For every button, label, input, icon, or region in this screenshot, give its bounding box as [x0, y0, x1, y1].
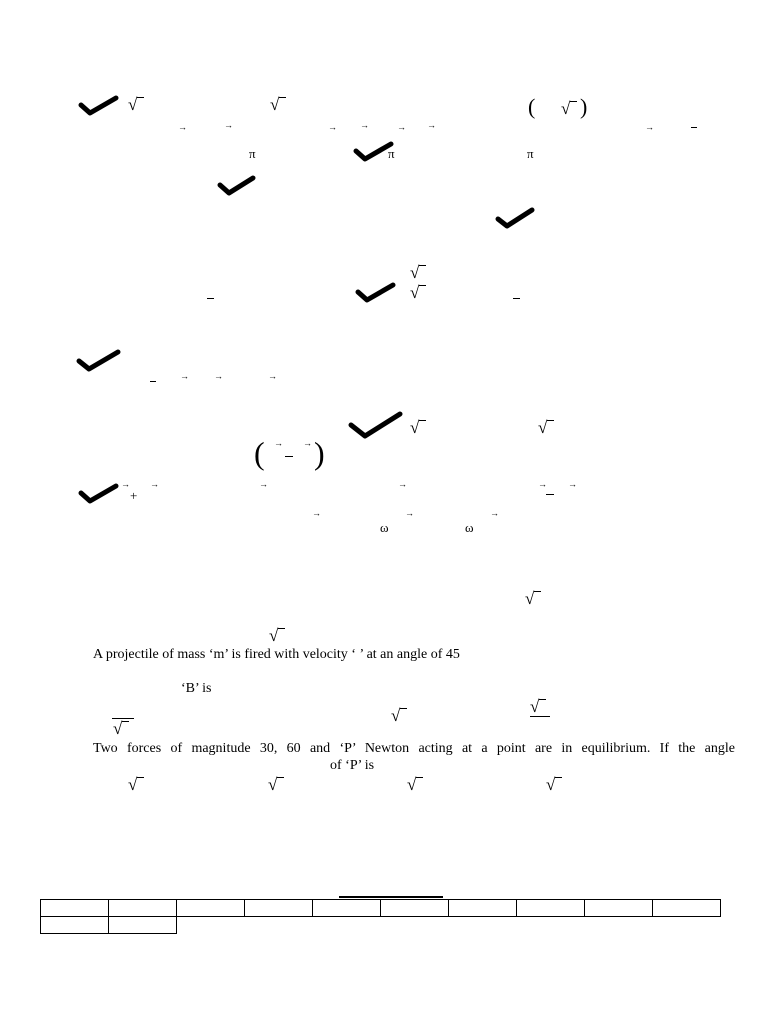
square-root-symbol: √ — [270, 95, 280, 114]
vector-arrow-icon: → — [303, 438, 312, 448]
vector-arrow-icon: → — [268, 371, 277, 381]
minus-line — [546, 494, 554, 495]
square-root-symbol: √ — [407, 775, 417, 794]
omega-symbol: ω — [380, 520, 389, 535]
grid-cell — [585, 900, 653, 917]
vector-arrow-icon: → — [568, 479, 577, 489]
square-root-symbol: √ — [525, 589, 535, 608]
minus-line — [150, 381, 156, 382]
grid-empty — [177, 917, 245, 934]
grid-cell — [313, 900, 381, 917]
square-root-symbol: √ — [113, 719, 123, 738]
square-root-symbol: √ — [391, 706, 401, 725]
minus-line — [691, 127, 697, 128]
plus-symbol: + — [130, 488, 138, 503]
check-mark-icon — [78, 484, 120, 506]
table-row — [41, 917, 721, 934]
square-root-symbol: √ — [410, 263, 420, 282]
grid-cell — [109, 900, 177, 917]
square-root-symbol: √ — [538, 418, 548, 437]
square-root-symbol: √ — [546, 775, 556, 794]
vector-arrow-icon: → — [405, 508, 414, 518]
paren-close: ) — [580, 94, 588, 119]
vector-arrow-icon: → — [178, 122, 187, 132]
vector-arrow-icon: → — [398, 479, 407, 489]
omega-symbol: ω — [465, 520, 474, 535]
question-projectile-line2: ‘B’ is — [181, 681, 212, 696]
question-forces-line1: Two forces of magnitude 30, 60 and ‘P’ Newton acting at a point are in equilibrium. If the angle — [93, 741, 735, 756]
grid-cell — [109, 917, 177, 934]
vector-arrow-icon: → — [259, 479, 268, 489]
grid-empty — [585, 917, 653, 934]
paren-open: ( — [528, 94, 536, 119]
fraction-bar — [530, 716, 550, 717]
pi-symbol: π — [249, 146, 256, 161]
grid-cell — [245, 900, 313, 917]
vector-arrow-icon: → — [274, 438, 283, 448]
grid-empty — [653, 917, 721, 934]
square-root-symbol: √ — [410, 418, 420, 437]
square-root-symbol: √ — [410, 283, 420, 302]
vector-arrow-icon: → — [121, 479, 130, 489]
grid-cell — [381, 900, 449, 917]
square-root-symbol: √ — [268, 775, 278, 794]
vector-arrow-icon: → — [328, 122, 337, 132]
grid-cell — [449, 900, 517, 917]
paren-close: ) — [314, 435, 325, 471]
grid-title-line — [339, 896, 443, 898]
grid-empty — [449, 917, 517, 934]
grid-empty — [517, 917, 585, 934]
square-root-symbol: √ — [128, 95, 138, 114]
minus-line — [207, 298, 214, 299]
grid-empty — [381, 917, 449, 934]
square-root-symbol: √ — [561, 99, 571, 118]
question-projectile-line1: A projectile of mass ‘m’ is fired with velocity ‘ ’ at an angle of 45 — [93, 647, 460, 662]
fraction-bar — [112, 718, 134, 719]
grid-empty — [245, 917, 313, 934]
vector-arrow-icon: → — [427, 120, 436, 130]
check-mark-icon — [355, 283, 397, 305]
vector-arrow-icon: → — [312, 508, 321, 518]
pi-symbol: π — [388, 146, 395, 161]
grid-cell — [517, 900, 585, 917]
check-mark-icon — [76, 350, 122, 374]
vector-arrow-icon: → — [645, 122, 654, 132]
table-row — [41, 900, 721, 917]
vector-arrow-icon: → — [397, 122, 406, 132]
check-mark-icon — [217, 176, 259, 198]
vector-arrow-icon: → — [490, 508, 499, 518]
square-root-symbol: √ — [269, 626, 279, 645]
check-mark-icon — [495, 208, 537, 232]
vector-arrow-icon: → — [538, 479, 547, 489]
vector-arrow-icon: → — [224, 120, 233, 130]
grid-cell — [653, 900, 721, 917]
vector-arrow-icon: → — [360, 120, 369, 130]
paren-open: ( — [254, 435, 265, 471]
grid-cell — [41, 917, 109, 934]
answer-grid — [40, 899, 721, 934]
grid-cell — [41, 900, 109, 917]
check-mark-icon — [348, 412, 404, 440]
minus-line — [285, 456, 293, 457]
vector-arrow-icon: → — [180, 371, 189, 381]
grid-cell — [177, 900, 245, 917]
question-forces-line2: of ‘P’ is — [330, 758, 375, 773]
vector-arrow-icon: → — [150, 479, 159, 489]
square-root-symbol: √ — [530, 697, 540, 716]
vector-arrow-icon: → — [214, 371, 223, 381]
check-mark-icon — [78, 96, 120, 118]
pi-symbol: π — [527, 146, 534, 161]
minus-line — [513, 298, 520, 299]
grid-empty — [313, 917, 381, 934]
square-root-symbol: √ — [128, 775, 138, 794]
